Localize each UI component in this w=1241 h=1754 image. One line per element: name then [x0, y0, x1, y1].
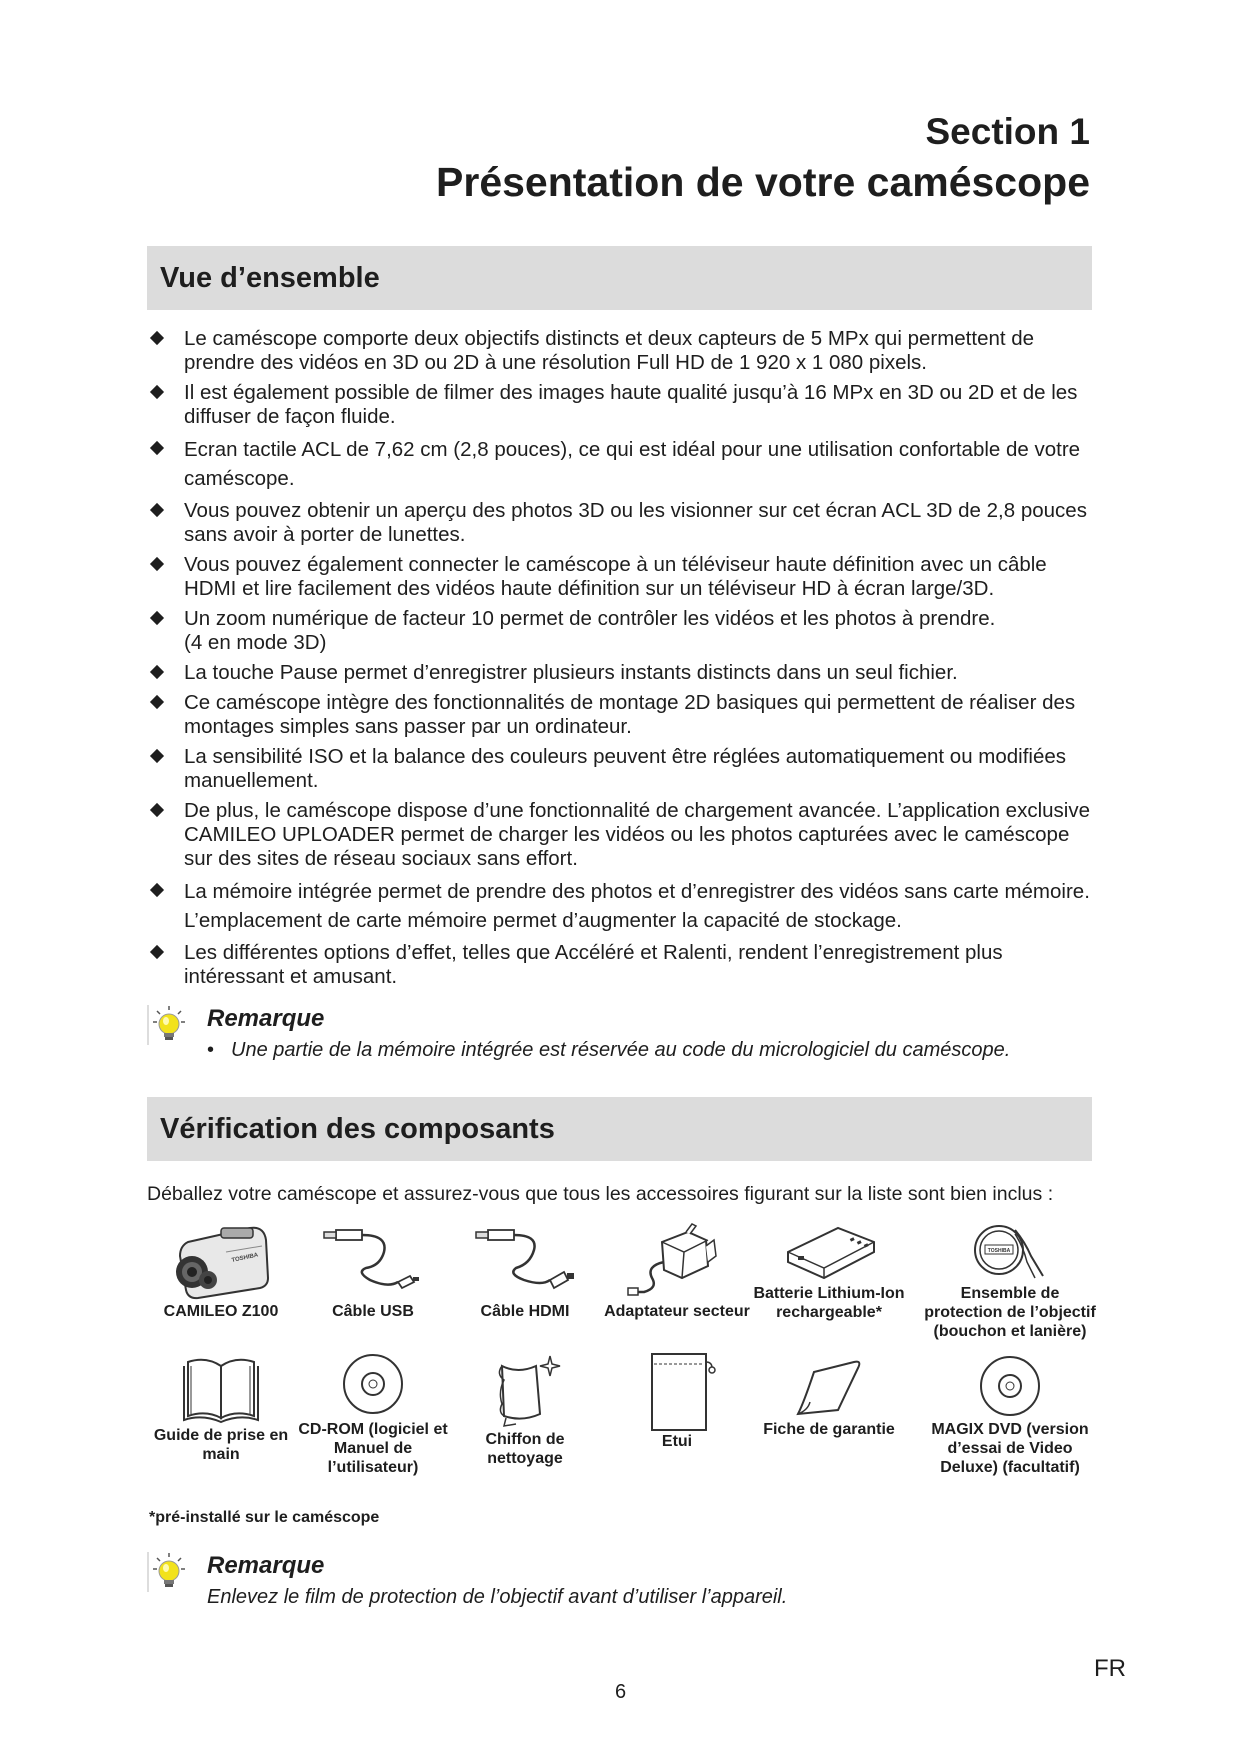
component-label: Chiffon de nettoyage — [485, 1431, 565, 1467]
component-label: Câble USB — [332, 1303, 414, 1320]
lens-cap-icon — [955, 1222, 1065, 1284]
component-item — [753, 1352, 905, 1439]
diamond-bullet-icon — [150, 611, 164, 625]
note-bullet: • — [207, 1039, 215, 1061]
component-label: Ensemble de protection de l’objectif (bouchon et lanière) — [924, 1285, 1096, 1340]
note-firmware — [147, 1003, 1092, 1073]
list-item: Il est également possible de filmer des images haute qualité jusqu’à 16 MPx en 3D ou 2D et de les diffuser de façon fluide. — [147, 381, 1092, 429]
list-item: Les différentes options d’effet, telles que Accéléré et Ralenti, rendent l’enregistrement plus intéressant et amusant. — [147, 941, 1092, 989]
components-row-2 — [145, 1352, 1097, 1502]
list-item: La mémoire intégrée permet de prendre des photos et d’enregistrer des vidéos sans carte mémoire. L’emplacement de carte mémoire permet d’augmenter la capacité de stockage. — [147, 877, 1092, 935]
diamond-bullet-icon — [150, 883, 164, 897]
list-item: Ecran tactile ACL de 7,62 cm (2,8 pouces), ce qui est idéal pour une utilisation confortable de votre caméscope. — [147, 435, 1092, 493]
list-item: Le caméscope comporte deux objectifs distincts et deux capteurs de 5 MPx qui permettent de prendre des vidéos en 3D ou 2D à une résolution Full HD de 1 920 x 1 080 pixels. — [147, 327, 1092, 375]
language-code: FR — [1094, 1655, 1126, 1682]
zoom-note: (4 en mode 3D) — [184, 631, 327, 654]
list-item: La touche Pause permet d’enregistrer plusieurs instants distincts dans un seul fichier. — [147, 661, 1092, 685]
diamond-bullet-icon — [150, 665, 164, 679]
component-label: Batterie Lithium-Ion rechargeable* — [753, 1285, 905, 1321]
cleaning-cloth-icon — [470, 1352, 580, 1430]
component-item — [601, 1352, 753, 1451]
component-item — [923, 1352, 1097, 1477]
component-label: Etui — [661, 1433, 693, 1450]
component-label: Fiche de garantie — [763, 1421, 895, 1438]
page-number: 6 — [614, 1681, 627, 1703]
component-item — [449, 1352, 601, 1468]
note-title: Remarque — [207, 1552, 325, 1579]
overview-heading: Vue d’ensemble — [147, 246, 1092, 310]
lightbulb-icon — [147, 1550, 191, 1594]
components-intro: Déballez votre caméscope et assurez-vous que tous les accessoires figurant sur la liste sont bien inclus : — [147, 1183, 1054, 1205]
lens-cap-brand: TOSHIBA — [987, 1248, 1011, 1254]
diamond-bullet-icon — [150, 945, 164, 959]
lightbulb-icon — [147, 1003, 191, 1047]
note-text: • Une partie de la mémoire intégrée est réservée au code du micrologiciel du caméscope. — [207, 1039, 1011, 1061]
overview-bullet-list — [147, 327, 1092, 995]
component-item — [145, 1352, 297, 1464]
dvd-icon — [955, 1352, 1065, 1420]
guide-book-icon — [166, 1352, 276, 1426]
warranty-sheet-icon — [774, 1352, 884, 1420]
list-item: Vous pouvez également connecter le caméscope à un téléviseur haute définition avec un câble HDMI et lire facilement des vidéos haute définition sur un téléviseur HD à écran large/3D. — [147, 553, 1092, 601]
component-item — [753, 1222, 905, 1322]
component-label: Câble HDMI — [480, 1303, 570, 1320]
component-item — [449, 1222, 601, 1321]
power-adapter-icon — [622, 1222, 732, 1302]
diamond-bullet-icon — [150, 441, 164, 455]
note-title: Remarque — [207, 1005, 325, 1032]
list-item: Ce caméscope intègre des fonctionnalités de montage 2D basiques qui permettent de réaliser des montages simples sans passer par un ordinateur. — [147, 691, 1092, 739]
note-lens-film — [147, 1550, 1092, 1620]
diamond-bullet-icon — [150, 503, 164, 517]
preinstalled-footnote: *pré-installé sur le caméscope — [149, 1509, 380, 1526]
components-row-1 — [145, 1222, 1097, 1347]
diamond-bullet-icon — [150, 331, 164, 345]
diamond-bullet-icon — [150, 803, 164, 817]
cd-rom-icon — [318, 1352, 428, 1420]
list-item: Vous pouvez obtenir un aperçu des photos 3D ou les visionner sur cet écran ACL 3D de 2,8 pouces sans avoir à porter de lunettes. — [147, 499, 1092, 547]
camcorder-icon — [166, 1222, 276, 1302]
components-heading: Vérification des composants — [147, 1097, 1092, 1161]
component-item — [297, 1352, 449, 1477]
hdmi-cable-icon — [470, 1222, 580, 1302]
page-title: Présentation de votre caméscope — [436, 159, 1090, 205]
component-label: Guide de prise en main — [153, 1427, 289, 1463]
camcorder-brand: TOSHIBA — [231, 1252, 259, 1264]
battery-icon — [774, 1222, 884, 1284]
component-label: CD-ROM (logiciel et Manuel de l’utilisateur) — [298, 1421, 448, 1476]
component-label: CAMILEO Z100 — [163, 1303, 279, 1320]
component-label: Adaptateur secteur — [604, 1303, 750, 1320]
note-text: Enlevez le film de protection de l’objectif avant d’utiliser l’appareil. — [207, 1586, 788, 1608]
section-title-block — [436, 108, 1090, 208]
component-item — [145, 1222, 297, 1321]
list-item: De plus, le caméscope dispose d’une fonctionnalité de chargement avancée. L’application exclusive CAMILEO UPLOADER permet de charger les vidéos ou les photos capturées avec le caméscope sur des sites de réseau sociaux sans effort. — [147, 799, 1092, 871]
component-item — [923, 1222, 1097, 1341]
list-item: Un zoom numérique de facteur 10 permet de contrôler les vidéos et les photos à prendre. (4 en mode 3D) — [147, 607, 1092, 655]
diamond-bullet-icon — [150, 557, 164, 571]
pouch-icon — [622, 1352, 732, 1432]
section-number: Section 1 — [925, 111, 1090, 152]
component-item — [601, 1222, 753, 1321]
list-item: La sensibilité ISO et la balance des couleurs peuvent être réglées automatiquement ou modifiées manuellement. — [147, 745, 1092, 793]
component-item — [297, 1222, 449, 1321]
component-label: MAGIX DVD (version d’essai de Video Deluxe) (facultatif) — [931, 1421, 1089, 1476]
diamond-bullet-icon — [150, 385, 164, 399]
usb-cable-icon — [318, 1222, 428, 1302]
diamond-bullet-icon — [150, 749, 164, 763]
diamond-bullet-icon — [150, 695, 164, 709]
